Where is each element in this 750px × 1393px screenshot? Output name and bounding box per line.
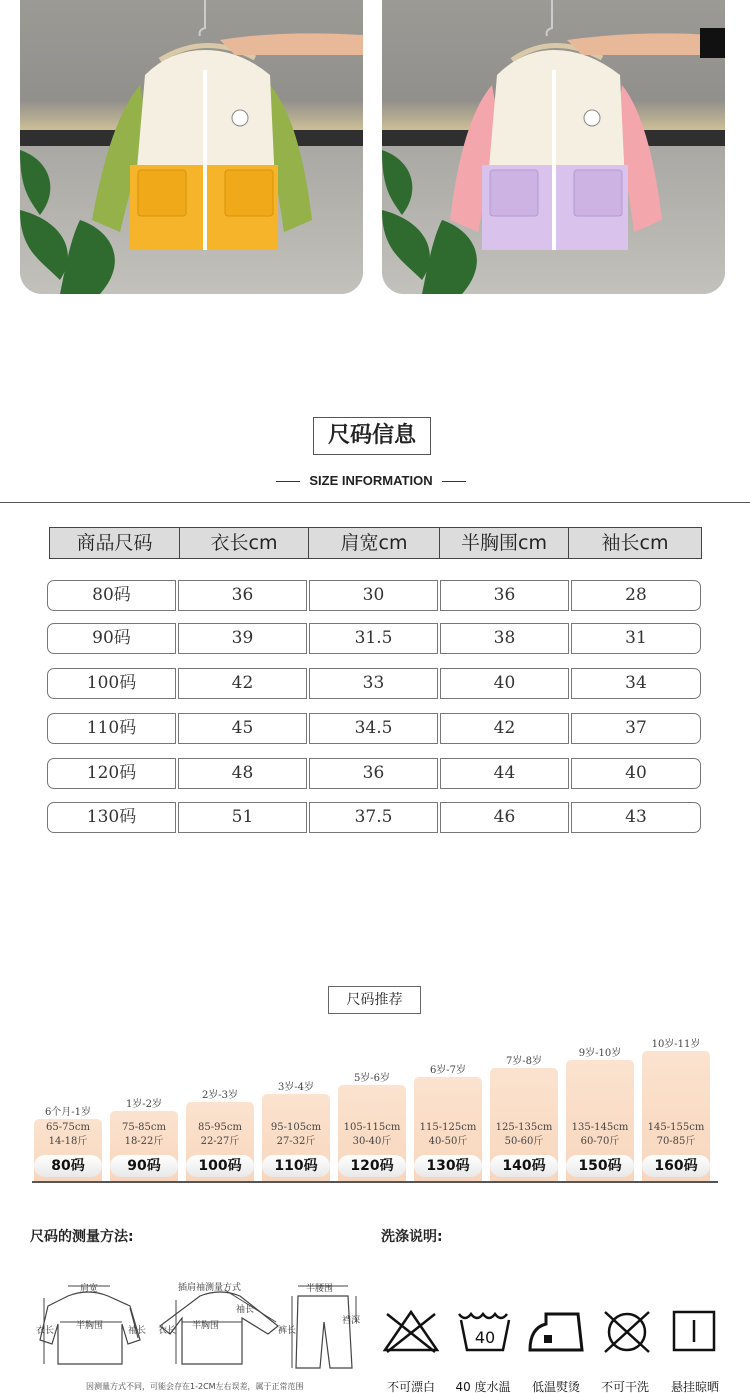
label-waist: 半腰围 <box>306 1284 334 1294</box>
cell-chest: 44 <box>440 758 569 789</box>
cell-shoulder: 30 <box>309 580 438 611</box>
header-length: 衣长cm <box>179 527 309 559</box>
recommend-weight: 60-70斤 <box>580 1136 620 1147</box>
header-size: 商品尺码 <box>49 527 180 559</box>
no-dry-clean-icon <box>597 1308 657 1354</box>
recommend-baseline <box>32 1181 718 1183</box>
recommend-weight: 18-22斤 <box>124 1136 164 1147</box>
label-raglan-title: 插肩袖测量方式 <box>178 1283 242 1293</box>
recommend-age: 1岁-2岁 <box>125 1098 163 1110</box>
recommend-height-weight <box>34 1121 102 1149</box>
recommend-size: 90码 <box>110 1155 178 1177</box>
cell-shoulder: 36 <box>309 758 438 789</box>
recommend-height-weight <box>414 1121 482 1149</box>
recommend-weight: 70-85斤 <box>656 1136 696 1147</box>
jacket-pink-illustration <box>382 0 725 294</box>
care-title: 洗涤说明: <box>381 1229 443 1245</box>
size-info-title: 尺码信息 <box>313 417 431 455</box>
cell-length: 36 <box>178 580 307 611</box>
care-label-low-iron: 低温熨烫 <box>531 1380 580 1393</box>
table-row <box>47 802 701 834</box>
wash-temp-value: 40 <box>474 1328 496 1347</box>
wash-40-icon <box>455 1308 515 1354</box>
recommend-height: 145-155cm <box>647 1122 705 1133</box>
product-photo-pink <box>382 0 725 294</box>
table-row <box>47 713 701 745</box>
low-iron-icon <box>526 1308 586 1354</box>
size-table-header <box>49 527 703 559</box>
recommend-weight: 22-27斤 <box>200 1136 240 1147</box>
cell-chest: 36 <box>440 580 569 611</box>
cell-length: 39 <box>178 623 307 654</box>
recommend-height-weight <box>490 1121 558 1149</box>
header-shoulder: 肩宽cm <box>308 527 440 559</box>
cell-chest: 38 <box>440 623 569 654</box>
recommend-age: 7岁-8岁 <box>505 1056 543 1067</box>
recommend-height: 125-135cm <box>495 1122 553 1133</box>
recommend-weight: 30-40斤 <box>352 1136 392 1147</box>
recommend-weight: 40-50斤 <box>428 1136 468 1147</box>
recommend-height: 95-105cm <box>270 1122 322 1133</box>
label-raglan-sleeve: 袖长 <box>236 1305 255 1315</box>
label-raglan-length: 衣长 <box>158 1326 177 1336</box>
cell-length: 51 <box>178 802 307 833</box>
table-row <box>47 623 701 655</box>
recommend-size: 160码 <box>642 1155 710 1177</box>
recommend-height-weight <box>642 1121 710 1149</box>
label-chest: 半胸围 <box>76 1321 104 1331</box>
label-rise: 裆深 <box>342 1316 361 1326</box>
care-label-no-dry-clean: 不可干洗 <box>600 1380 649 1393</box>
recommend-size: 150码 <box>566 1155 634 1177</box>
recommend-height: 135-145cm <box>571 1122 629 1133</box>
cell-length: 42 <box>178 668 307 699</box>
cell-chest: 40 <box>440 668 569 699</box>
recommend-height: 75-85cm <box>122 1122 166 1133</box>
recommend-height-weight <box>566 1121 634 1149</box>
cell-size: 130码 <box>47 802 176 833</box>
cell-shoulder: 33 <box>309 668 438 699</box>
recommend-size: 80码 <box>34 1155 102 1177</box>
recommend-size: 100码 <box>186 1155 254 1177</box>
cell-shoulder: 34.5 <box>309 713 438 744</box>
cell-length: 48 <box>178 758 307 789</box>
recommend-height-weight <box>338 1121 406 1149</box>
cell-sleeve: 37 <box>571 713 701 744</box>
cell-shoulder: 31.5 <box>309 623 438 654</box>
recommend-size: 130码 <box>414 1155 482 1177</box>
size-info-subtitle: SIZE INFORMATION <box>276 471 466 491</box>
recommend-height: 65-75cm <box>46 1122 90 1133</box>
cell-sleeve: 43 <box>571 802 701 833</box>
recommend-title: 尺码推荐 <box>328 986 421 1014</box>
header-chest: 半胸围cm <box>439 527 569 559</box>
table-row <box>47 758 701 790</box>
recommend-age: 6岁-7岁 <box>429 1064 467 1076</box>
measure-title: 尺码的测量方法: <box>30 1229 134 1245</box>
cell-chest: 46 <box>440 802 569 833</box>
recommend-height: 85-95cm <box>198 1122 242 1133</box>
recommend-size: 140码 <box>490 1155 558 1177</box>
care-label-no-bleach: 不可漂白 <box>386 1380 435 1393</box>
recommend-weight: 50-60斤 <box>504 1136 544 1147</box>
cell-sleeve: 28 <box>571 580 701 611</box>
care-label-hang-dry: 悬挂晾晒 <box>670 1380 719 1393</box>
recommend-height-weight <box>110 1121 178 1149</box>
recommend-age: 6个月-1岁 <box>44 1107 92 1118</box>
hang-dry-icon <box>664 1308 724 1354</box>
recommend-weight: 14-18斤 <box>48 1136 88 1147</box>
measure-diagram <box>30 1278 370 1393</box>
recommend-age: 10岁-11岁 <box>651 1039 701 1050</box>
measure-note: 因测量方式不同，可能会存在1-2CM左右误差，属于正常范围 <box>86 1382 304 1391</box>
product-photo-green <box>20 0 363 294</box>
no-bleach-icon <box>381 1308 441 1354</box>
care-label-wash-40: 40 度水温 <box>455 1380 511 1393</box>
cell-length: 45 <box>178 713 307 744</box>
cell-size: 90码 <box>47 623 176 654</box>
recommend-height-weight <box>186 1121 254 1149</box>
cell-size: 120码 <box>47 758 176 789</box>
cell-sleeve: 34 <box>571 668 701 699</box>
recommend-age: 2岁-3岁 <box>201 1090 239 1101</box>
cell-size: 110码 <box>47 713 176 744</box>
recommend-size: 110码 <box>262 1155 330 1177</box>
cell-chest: 42 <box>440 713 569 744</box>
cell-sleeve: 40 <box>571 758 701 789</box>
recommend-weight: 27-32斤 <box>276 1136 316 1147</box>
label-length: 衣长 <box>36 1326 55 1336</box>
cell-size: 100码 <box>47 668 176 699</box>
cell-sleeve: 31 <box>571 623 701 654</box>
recommend-size: 120码 <box>338 1155 406 1177</box>
label-pant-length: 裤长 <box>278 1326 297 1336</box>
label-shoulder: 肩宽 <box>80 1284 99 1294</box>
recommend-height: 105-115cm <box>343 1122 401 1133</box>
table-row <box>47 668 701 700</box>
jacket-green-illustration <box>20 0 363 294</box>
header-sleeve: 袖长cm <box>568 527 702 559</box>
cell-size: 80码 <box>47 580 176 611</box>
recommend-age: 3岁-4岁 <box>277 1081 315 1093</box>
divider <box>0 502 750 503</box>
recommend-age: 9岁-10岁 <box>578 1047 622 1059</box>
recommend-height-weight <box>262 1121 330 1149</box>
label-sleeve: 袖长 <box>128 1326 147 1336</box>
label-raglan-chest: 半胸围 <box>192 1321 220 1331</box>
table-row <box>47 580 701 612</box>
cell-shoulder: 37.5 <box>309 802 438 833</box>
recommend-age: 5岁-6岁 <box>353 1073 391 1084</box>
recommend-height: 115-125cm <box>419 1122 477 1133</box>
